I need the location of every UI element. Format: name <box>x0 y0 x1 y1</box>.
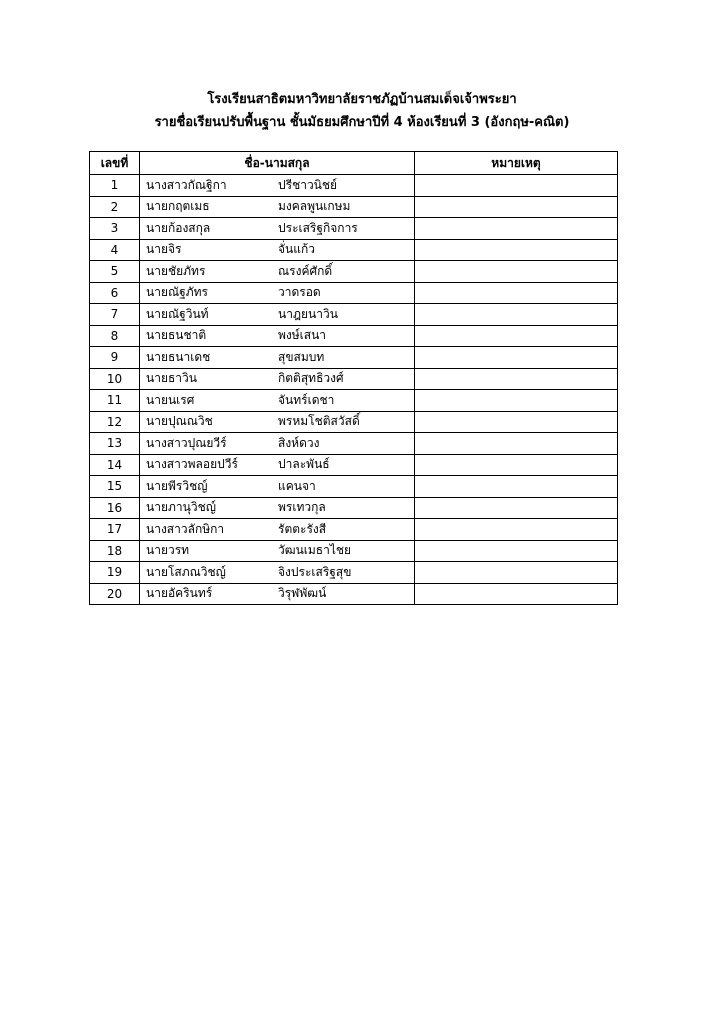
table-row <box>90 175 618 197</box>
student-last-name: สุขสมบท <box>278 349 325 364</box>
row-note <box>415 347 618 369</box>
row-note <box>415 304 618 326</box>
row-note <box>415 433 618 455</box>
student-last-name: พรหมโชติสวัสดิ์ <box>278 414 360 429</box>
student-first-name: นายภานุวิชญ์ <box>146 500 216 515</box>
row-number: 17 <box>90 519 140 541</box>
student-first-name: นายณัฐวินท์ <box>146 306 209 321</box>
table-row <box>90 218 618 240</box>
student-first-name: นางสาวพลอยปวีร์ <box>146 457 238 472</box>
row-number: 4 <box>90 239 140 261</box>
list-subtitle: รายชื่อเรียนปรับพื้นฐาน ชั้นมัธยมศึกษาปีที่ 4 ห้องเรียนที่ 3 (อังกฤษ-คณิต) <box>154 115 570 130</box>
student-last-name: กิตติสุทธิวงศ์ <box>278 371 344 386</box>
table-row <box>90 304 618 326</box>
table-row <box>90 562 618 584</box>
row-number: 7 <box>90 304 140 326</box>
student-last-name: ปรีชาวนิชย์ <box>278 177 338 192</box>
table-row <box>90 239 618 261</box>
student-name-cell <box>140 476 415 498</box>
student-last-name: จันทร์เดชา <box>278 392 335 407</box>
table-row <box>90 583 618 605</box>
student-first-name: นายวรท <box>146 543 190 558</box>
table-body <box>90 175 618 605</box>
student-last-name: ณรงค์ศักดิ์ <box>278 263 333 278</box>
row-note <box>415 540 618 562</box>
student-first-name: นางสาวลักษิกา <box>146 521 225 536</box>
row-note <box>415 562 618 584</box>
table-row <box>90 411 618 433</box>
table-row <box>90 390 618 412</box>
row-note <box>415 196 618 218</box>
student-name-cell <box>140 261 415 283</box>
table-row <box>90 540 618 562</box>
student-last-name: วัฒนเมธาไชย <box>278 543 352 558</box>
student-first-name: นายนเรศ <box>146 392 195 407</box>
row-note <box>415 476 618 498</box>
student-name-cell <box>140 239 415 261</box>
student-first-name: นายธาวิน <box>146 371 197 386</box>
table-row <box>90 282 618 304</box>
row-note <box>415 239 618 261</box>
student-first-name: นายก้องสกุล <box>146 220 211 235</box>
student-name-cell <box>140 562 415 584</box>
row-number: 18 <box>90 540 140 562</box>
row-note <box>415 261 618 283</box>
table-row <box>90 347 618 369</box>
row-number: 11 <box>90 390 140 412</box>
student-name-cell <box>140 175 415 197</box>
table-row <box>90 368 618 390</box>
table-row <box>90 454 618 476</box>
column-header-number: เลขที่ <box>90 152 140 175</box>
table-header-row <box>90 152 618 175</box>
student-name-cell <box>140 347 415 369</box>
row-note <box>415 282 618 304</box>
row-number: 3 <box>90 218 140 240</box>
row-note <box>415 583 618 605</box>
row-note <box>415 411 618 433</box>
row-number: 6 <box>90 282 140 304</box>
student-name-cell <box>140 325 415 347</box>
student-last-name: วิรุฬพัฒน์ <box>278 586 327 601</box>
row-number: 8 <box>90 325 140 347</box>
student-last-name: สิงห์ดวง <box>278 435 320 450</box>
student-first-name: นายโสภณวิชญ์ <box>146 564 226 579</box>
table-row <box>90 325 618 347</box>
row-number: 14 <box>90 454 140 476</box>
row-note <box>415 390 618 412</box>
table-row <box>90 196 618 218</box>
table-row <box>90 519 618 541</box>
table-row <box>90 433 618 455</box>
student-first-name: นางสาวปุณยวีร์ <box>146 435 227 450</box>
row-note <box>415 218 618 240</box>
student-name-cell <box>140 390 415 412</box>
student-name-cell <box>140 519 415 541</box>
row-number: 13 <box>90 433 140 455</box>
student-name-cell <box>140 218 415 240</box>
student-last-name: นาฎยนาวิน <box>278 306 338 321</box>
row-number: 19 <box>90 562 140 584</box>
column-header-note: หมายเหตุ <box>415 152 618 175</box>
student-last-name: แคนจา <box>278 478 316 493</box>
student-last-name: ประเสริฐกิจการ <box>278 220 358 235</box>
student-first-name: นายพีรวิชญ์ <box>146 478 208 493</box>
student-last-name: มงคลพูนเกษม <box>278 199 351 214</box>
student-last-name: ปาละพันธ์ <box>278 457 330 472</box>
student-name-cell <box>140 411 415 433</box>
student-last-name: พรเทวกุล <box>278 500 326 515</box>
student-first-name: นายกฤตเมธ <box>146 199 210 214</box>
student-name-cell <box>140 540 415 562</box>
table-row <box>90 261 618 283</box>
student-last-name: รัตตะรังสี <box>278 521 327 536</box>
student-name-cell <box>140 583 415 605</box>
student-first-name: นายธนชาติ <box>146 328 207 343</box>
student-first-name: นายปุณณวิช <box>146 414 213 429</box>
student-first-name: นายอัครินทร์ <box>146 586 213 601</box>
student-name-cell <box>140 497 415 519</box>
table-row <box>90 497 618 519</box>
row-number: 15 <box>90 476 140 498</box>
row-note <box>415 175 618 197</box>
row-number: 9 <box>90 347 140 369</box>
row-note <box>415 519 618 541</box>
student-name-cell <box>140 196 415 218</box>
student-first-name: นายธนาเดช <box>146 349 211 364</box>
row-number: 5 <box>90 261 140 283</box>
column-header-name: ชื่อ-นามสกุล <box>140 152 415 175</box>
row-note <box>415 368 618 390</box>
school-name: โรงเรียนสาธิตมหาวิทยาลัยราชภัฏบ้านสมเด็จเจ้าพระยา <box>207 92 517 107</box>
student-name-cell <box>140 304 415 326</box>
student-first-name: นางสาวกัณฐิกา <box>146 177 227 192</box>
row-number: 20 <box>90 583 140 605</box>
document-header <box>0 88 724 134</box>
student-last-name: พงษ์เสนา <box>278 328 327 343</box>
student-last-name: จิงประเสริฐสุข <box>278 564 352 579</box>
row-number: 16 <box>90 497 140 519</box>
row-number: 10 <box>90 368 140 390</box>
student-name-cell <box>140 454 415 476</box>
student-first-name: นายณัฐภัทร <box>146 285 208 300</box>
row-note <box>415 497 618 519</box>
row-number: 1 <box>90 175 140 197</box>
student-last-name: วาดรอด <box>278 285 321 300</box>
student-name-cell <box>140 433 415 455</box>
student-name-cell <box>140 368 415 390</box>
table-row <box>90 476 618 498</box>
row-number: 2 <box>90 196 140 218</box>
student-last-name: จั่นแก้ว <box>278 242 315 257</box>
student-first-name: นายชัยภัทร <box>146 263 206 278</box>
row-number: 12 <box>90 411 140 433</box>
student-name-cell <box>140 282 415 304</box>
row-note <box>415 325 618 347</box>
row-note <box>415 454 618 476</box>
student-first-name: นายจิร <box>146 242 182 257</box>
student-roster-table <box>89 151 618 605</box>
